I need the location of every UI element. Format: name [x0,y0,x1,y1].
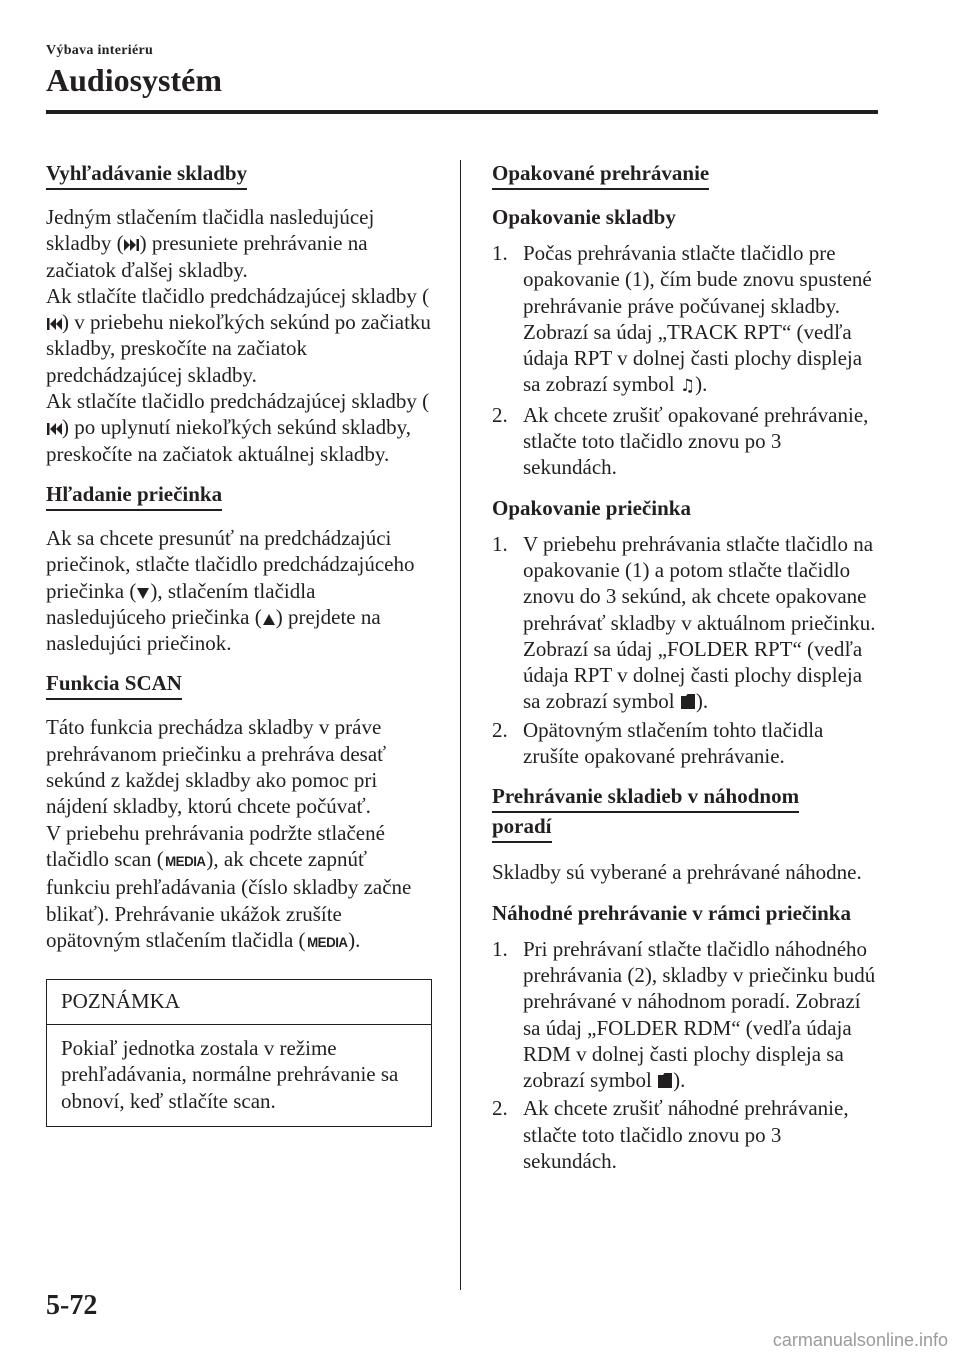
header-rule [46,110,878,114]
paragraph-folder-search: Ak sa chcete presunúť na predchádzajúci priečinok, stlačte tlačidlo predchádzajúceho priečinka ( ), stlačením tlačidla nasledujúceho priečinka ( ) prejdete na nasledujúci priečinok. [46,525,415,656]
subheading-folder-random: Náhodné prehrávanie v rámci priečinka [492,900,851,925]
track-repeat-steps [492,240,876,481]
subheading-track-repeat: Opakovanie skladby [492,205,676,229]
subheading-folder-repeat: Opakovanie priečinka [492,495,691,520]
section-heading-scan: Funkcia SCAN [46,670,182,700]
folder-icon [680,693,696,710]
list-item: 2. Opätovným stlačením tohto tlačidla zrušíte opakované prehrávanie. [492,717,824,769]
note-body: Pokiaľ jednotka zostala v režime prehľadávania, normálne prehrávanie sa obnoví, keď stlačíte scan. [61,1036,399,1113]
section-heading-repeat: Opakované prehrávanie [492,160,709,190]
list-item: 1. Pri prehrávaní stlačte tlačidlo náhodného prehrávania (2), skladby v priečinku budú prehrávané v náhodnom poradí. Zobrazí sa údaj „FOLDER RDM“ (vedľa údaja RDM v dolnej časti plochy displeja sa zobrazí symbol ). [492,936,876,1093]
column-divider [460,160,461,1290]
media-button-icon: MEDIA [164,852,206,869]
folder-repeat-steps [492,531,876,770]
folder-down-icon [136,587,150,600]
right-column [492,160,876,1188]
paragraph-random-intro: Skladby sú vyberané a prehrávané náhodne. [492,860,862,885]
list-item: 2. Ak chcete zrušiť náhodné prehrávanie, stlačte toto tlačidlo znovu po 3 sekundách. [492,1096,849,1174]
note-title: POZNÁMKA [47,980,431,1025]
previous-track-icon [46,317,62,331]
list-item: 2. Ak chcete zrušiť opakované prehrávanie, stlačte toto tlačidlo znovu po 3 sekundách. [492,402,869,480]
section-heading-folder-search: Hľadanie priečinka [46,481,222,511]
paragraph-scan-intro: Táto funkcia prechádza skladby v práve prehrávanom priečinku a prehráva desať sekúnd z každej skladby ako pomoc pri nájdení skladby, ktorú chcete počúvať. [46,715,387,819]
previous-track-icon [46,422,62,436]
folder-random-steps [492,936,876,1175]
next-track-icon [124,238,140,252]
page-header [46,42,878,100]
section-heading-track-search: Vyhľadávanie skladby [46,160,247,190]
page-number: 5-72 [46,1290,98,1321]
breadcrumb: Výbava interiéru [46,43,154,58]
list-item: 1. V priebehu prehrávania stlačte tlačidlo na opakovanie (1) a potom stlačte tlačidlo znovu do 3 sekúnd, ak chcete opakovane prehrávať skladby v aktuálnom priečinku. Zobrazí sa údaj „FOLDER RPT“ (vedľa údaja RPT v dolnej časti plochy displeja sa zobrazí symbol ). [492,531,876,714]
folder-icon [657,1072,673,1089]
paragraph-scan-usage: V priebehu prehrávania podržte stlačené tlačidlo scan (MEDIA), ak chcete zapnúť funkciu prehľadávania (číslo skladby začne blikať). Prehrávanie ukážok zrušíte opätovným stlačením tlačidla (MEDIA). [46,820,432,955]
page-title: Audiosystém [46,62,223,98]
left-column [46,160,432,1127]
music-note-icon: ♫ [679,376,696,397]
watermark: carmanualsonline.info [772,1330,948,1350]
paragraph-next-track: Jedným stlačením tlačidla nasledujúcej skladby ( ) presuniete prehrávanie na začiatok ďalšej skladby. Ak stlačíte tlačidlo predchádzajúcej skladby () v priebehu niekoľkých sekúnd po začiatku skladby, preskočíte na začiatok predchádzajúcej skladby. Ak stlačíte tlačidlo predchádzajúcej skladby () po uplynutí niekoľkých sekúnd skladby, preskočíte na začiatok aktuálnej skladby. [46,205,431,466]
media-button-icon: MEDIA [306,933,348,950]
list-item: 1. Počas prehrávania stlačte tlačidlo pre opakovanie (1), čím bude znovu spustené prehrávanie práve počúvanej skladby. Zobrazí sa údaj „TRACK RPT“ (vedľa údaja RPT v dolnej časti plochy displeja sa zobrazí symbol ♫). [492,241,872,397]
folder-up-icon [262,613,276,626]
section-heading-random: Prehrávanie skladieb v náhodnom poradí [492,783,822,845]
note-box [46,979,432,1127]
